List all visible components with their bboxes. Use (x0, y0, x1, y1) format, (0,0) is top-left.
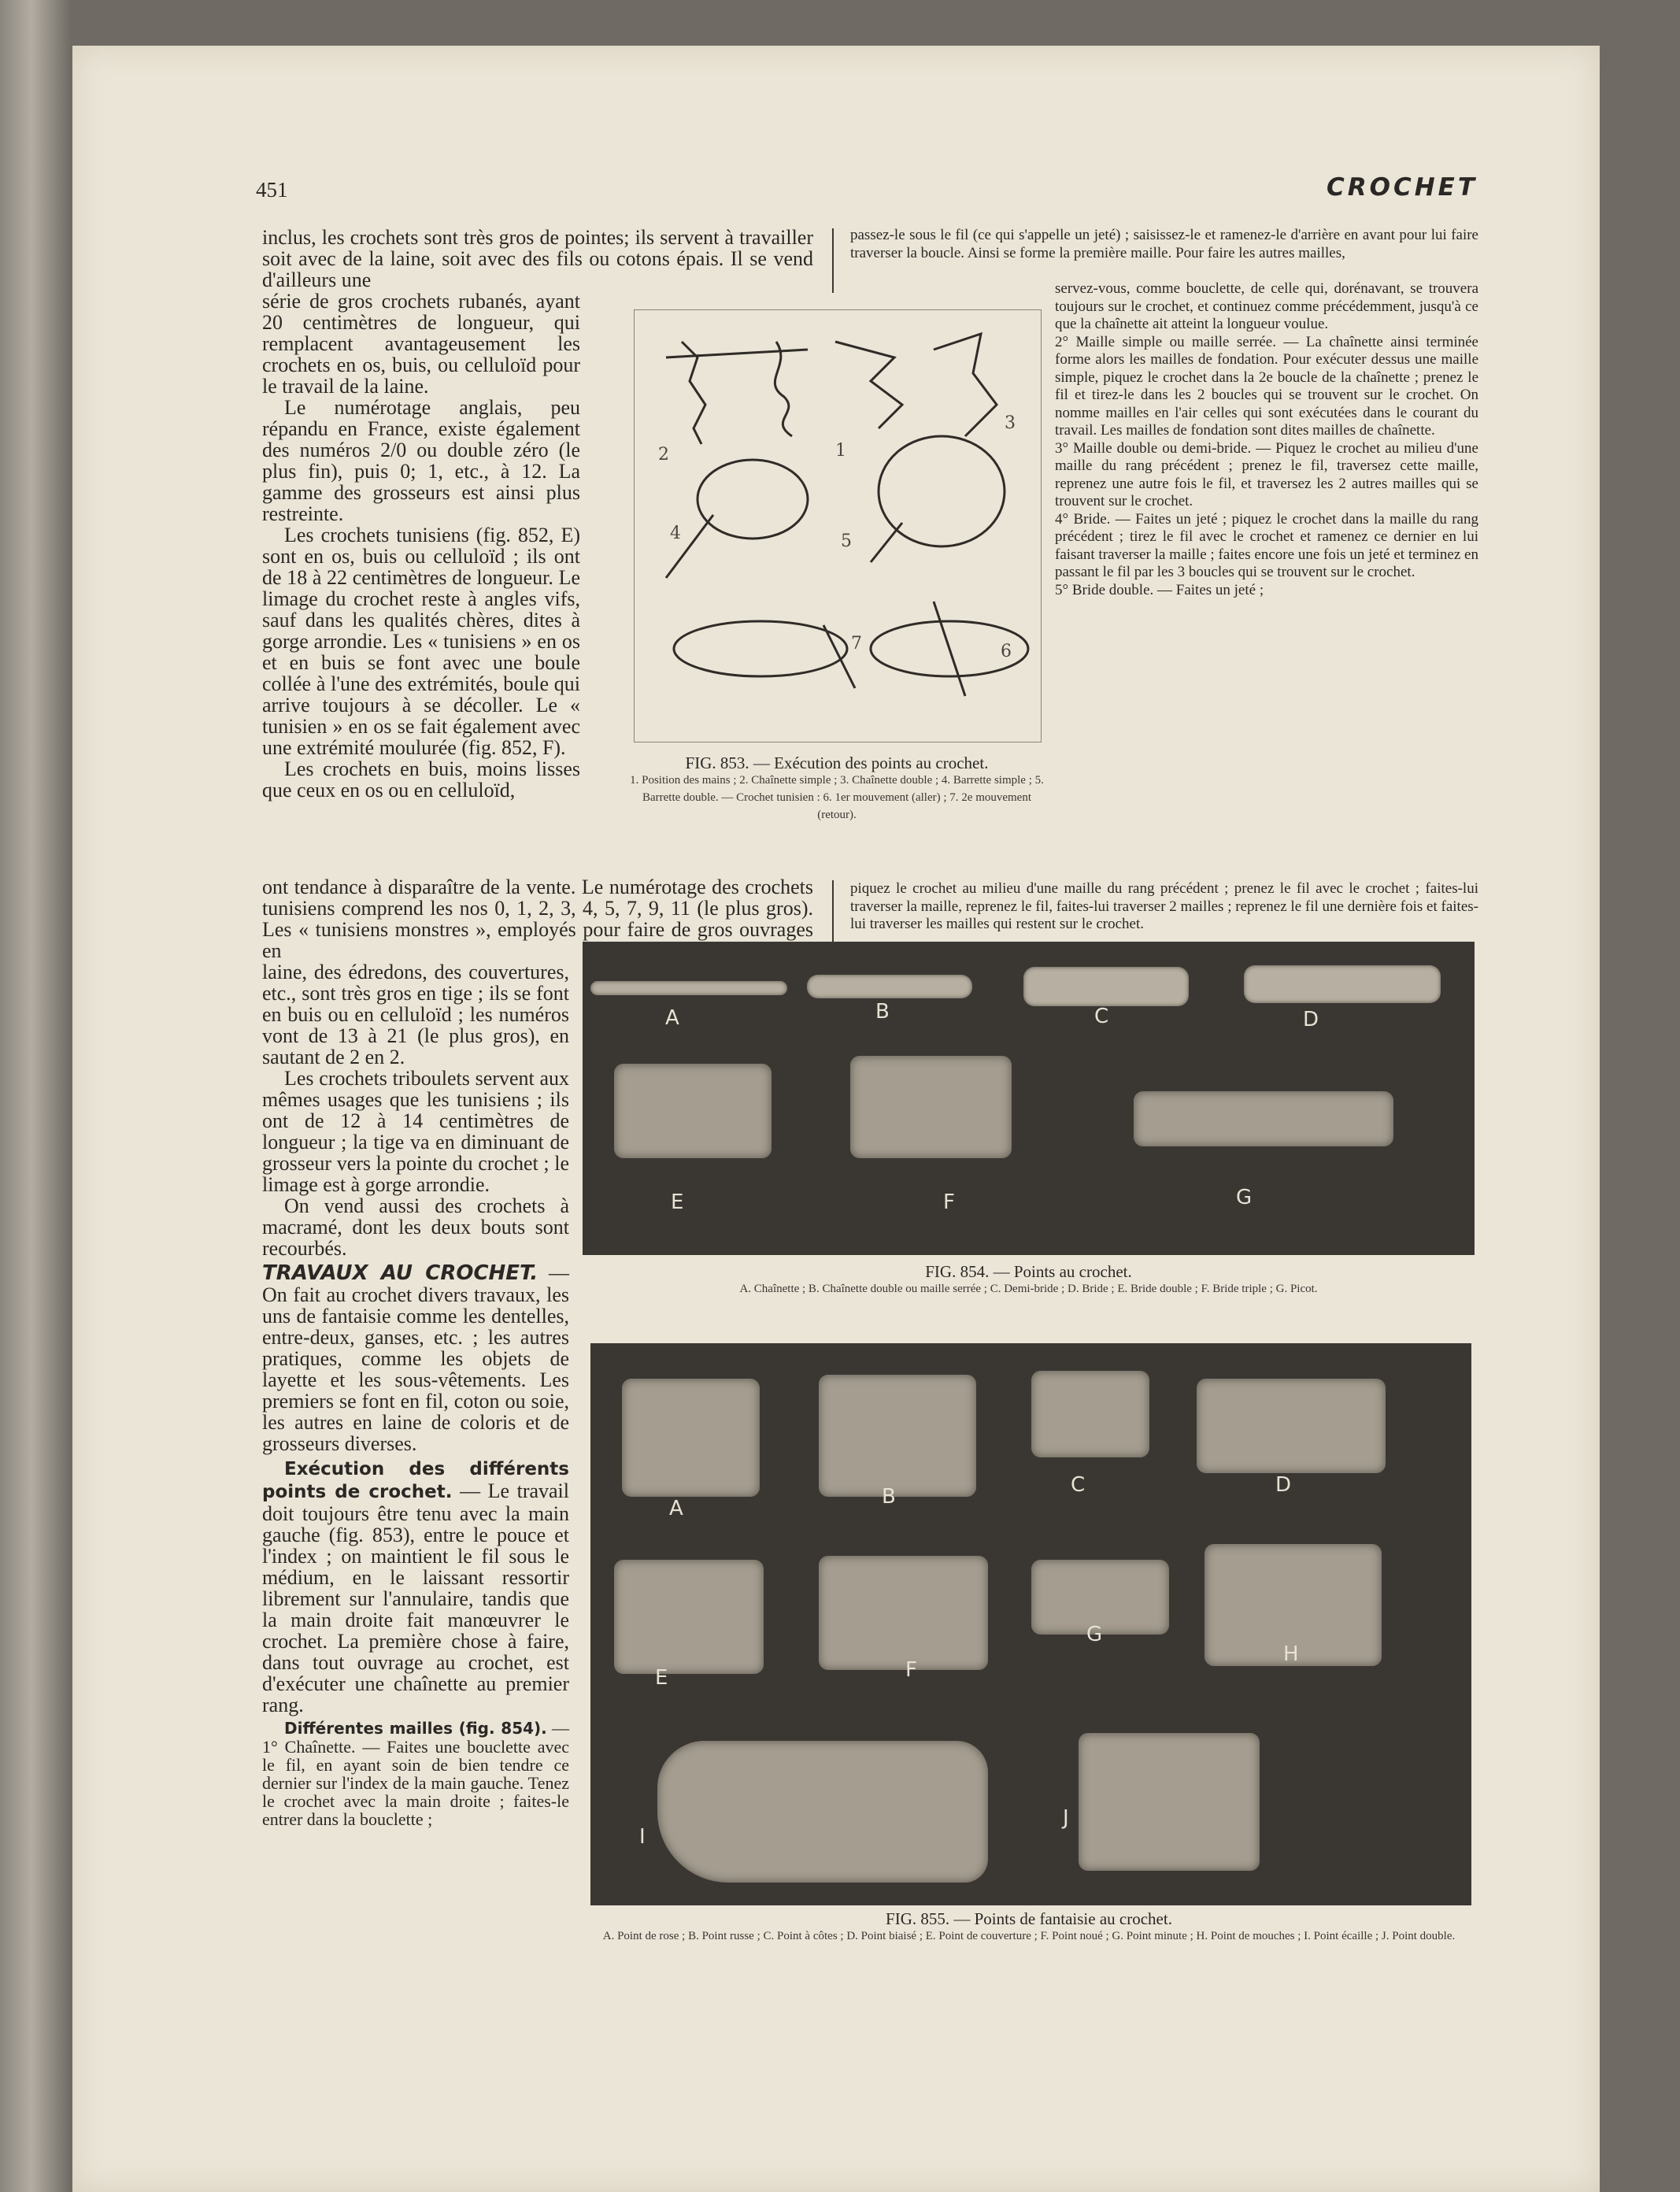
right-column-wide (850, 880, 1478, 934)
section-text: — 1° Chaînette. — Faites une bouclette avec le fil, en ayant soin de bien tendre ce dernier sur l'index de la main gauche. Tenez le crochet avec la main droite ; faites-le entrer dans la bouclette ; (262, 1718, 570, 1829)
fig-number: 1 (835, 441, 846, 461)
book-page (72, 46, 1600, 2192)
stitch-sample (1244, 965, 1441, 1003)
photo-label: H (1283, 1642, 1299, 1666)
stitch-sample (1134, 1091, 1393, 1146)
paragraph: piquez le crochet au milieu d'une maille du rang précédent ; prenez le fil avec le crochet ; faites-lui traverser la maille, reprenez le fil, faites-lui traverser 2 mailles ; reprenez le fil une dernière fois et faites-lui traverser les mailles qui restent sur le crochet. (850, 880, 1478, 932)
photo-label: D (1275, 1473, 1292, 1497)
photo-label: A (665, 1006, 679, 1030)
fig-number: 4 (670, 524, 681, 543)
section-text: — On fait au crochet divers travaux, les uns de fantaisie comme les dentelles, entre-deux, ganses, etc. ; les autres pratiques, comme les objets de layette et les sous-vêtements. Les premiers se font en fil, coton ou soie, les autres en laine de coloris et de grosseurs diverses. (262, 1261, 569, 1455)
figure-855-photo (590, 1343, 1471, 1905)
photo-label: B (875, 1000, 890, 1024)
section-text: — Le travail doit toujours être tenu avec la main gauche (fig. 853), entre le pouce et l'index ; on maintient le fil sous le médium, en le laissant ressortir librement sur l'annulaire, tandis que la main droite fait manœuvrer le crochet. La première chose à faire, dans tout ouvrage au crochet, est d'exécuter une chaînette au premier rang. (262, 1479, 570, 1716)
paragraph: Les crochets en buis, moins lisses que ceux en os ou en celluloïd, (262, 757, 580, 802)
photo-label: E (655, 1666, 668, 1690)
photo-label: A (669, 1497, 683, 1520)
photo-label: C (1094, 1005, 1109, 1028)
figure-855-caption (576, 1910, 1482, 1945)
right-column-top (850, 227, 1478, 262)
stitch-sample (807, 975, 972, 998)
stitch-sample (614, 1064, 772, 1158)
page-number: 451 (256, 178, 288, 202)
left-column-top (262, 227, 813, 291)
figure-854-photo (583, 942, 1475, 1255)
stitch-sample (1031, 1371, 1149, 1457)
stitch-sample (657, 1741, 988, 1883)
fig-number: 6 (1001, 642, 1012, 661)
stitch-sample (1197, 1379, 1386, 1473)
section-heading: TRAVAUX AU CROCHET. (262, 1261, 538, 1285)
photo-label: F (943, 1190, 955, 1214)
section-heading: Exécution des différents points de crochet. (262, 1459, 569, 1502)
paragraph: servez-vous, comme bouclette, de celle qui, dorénavant, se trouvera toujours sur le crochet, et continuez comme précédemment, jusqu'à ce que la chaînette ait atteint la longueur voulue. (1055, 280, 1478, 332)
photo-label: I (639, 1825, 646, 1849)
photo-label: E (671, 1190, 684, 1214)
stitch-sample (1079, 1733, 1260, 1871)
stitch-sample (819, 1375, 976, 1497)
photo-label: J (1063, 1806, 1069, 1830)
section-heading: Différentes mailles (fig. 854). (284, 1719, 547, 1738)
paragraph: série de gros crochets rubanés, ayant 20 centimètres de longueur, qui remplacent avantageusement les crochets en os, buis, ou celluloïd pour le travail de la laine. (262, 290, 580, 398)
paragraph-differentes (262, 1719, 569, 1828)
figure-legend: A. Chaînette ; B. Chaînette double ou maille serrée ; C. Demi-bride ; D. Bride ; E. Bride double ; F. Bride triple ; G. Picot. (739, 1283, 1318, 1295)
figure-legend: A. Point de rose ; B. Point russe ; C. Point à côtes ; D. Point biaisé ; E. Point de couverture ; F. Point noué ; G. Point minute ; H. Point de mouches ; I. Point écaille ; J. Point double. (602, 1930, 1456, 1942)
running-title: CROCHET (1327, 173, 1478, 202)
figure-title: FIG. 854. — Points au crochet. (925, 1262, 1132, 1281)
figure-854-caption (583, 1263, 1475, 1298)
stitch-sample (614, 1560, 764, 1674)
paragraph: 3° Maille double ou demi-bride. — Piquez le crochet au milieu d'une maille du rang précédent ; prenez le fil, traversez cette maille, reprenez une autre fois le fil, et traversez les 2 autres mailles qui se trouvent sur le crochet. (1055, 439, 1478, 509)
paragraph-travaux (262, 1262, 569, 1454)
figure-853-caption (630, 754, 1044, 824)
fig-number: 5 (841, 531, 852, 551)
photo-label: D (1303, 1008, 1319, 1031)
stitch-sample (1023, 967, 1189, 1006)
paragraph-execution (262, 1457, 569, 1716)
paragraph: 5° Bride double. — Faites un jeté ; (1055, 581, 1264, 598)
figure-title: FIG. 853. — Exécution des points au crochet. (685, 754, 989, 772)
paragraph: 4° Bride. — Faites un jeté ; piquez le crochet dans la maille du rang précédent ; tirez le fil avec le crochet et ramenez ce dernier en lui faisant traverser la maille ; faites encore une fois un jeté et terminez en passant le fil par les 3 boucles qui se trouvent sur le crochet. (1055, 510, 1478, 580)
paragraph: ont tendance à disparaître de la vente. Le numérotage des crochets tunisiens comprend les nos 0, 1, 2, 3, 4, 5, 7, 9, 11 (le plus gros). Les « tunisiens monstres », employés pour faire de gros ouvrages en (262, 876, 813, 962)
fig-number: 3 (1005, 413, 1016, 433)
photo-label: G (1086, 1623, 1103, 1646)
stitch-sample (622, 1379, 760, 1497)
paragraph: 2° Maille simple ou maille serrée. — La chaînette ainsi terminée forme alors les mailles de fondation. Pour exécuter dessus une maille simple, piquez le crochet dans la 2e boucle de la chaînette ; prenez le fil et tirez-le dans les 2 boucles qui se trouvent sur le crochet. On nomme mailles en l'air celles qui sont exécutées dans le courant du travail. Les mailles de fondation sont dites mailles de chaînette. (1055, 333, 1478, 439)
photo-label: G (1236, 1186, 1253, 1209)
left-column-narrow (262, 291, 580, 801)
figure-legend: 1. Position des mains ; 2. Chaînette simple ; 3. Chaînette double ; 4. Barrette simple ; 5. Barrette double. — Crochet tunisien : 6. 1er mouvement (aller) ; 7. 2e mouvement (retour). (630, 774, 1044, 821)
right-column-narrow (1055, 280, 1478, 599)
paragraph: Les crochets tunisiens (fig. 852, E) sont en os, buis ou celluloïd ; ils ont de 18 à 22 centimètres de longueur. Le limage du crochet reste à angles vifs, sauf dans les qualités chères, dites à gorge arrondie. Les « tunisiens » en os et en buis se font avec une boule collée à l'une des extrémités, boule qui arrive toujours à se décoller. Le « tunisien » en os se fait également avec une extrémité moulurée (fig. 852, F). (262, 524, 580, 759)
paragraph: inclus, les crochets sont très gros de pointes; ils servent à travailler soit avec de la laine, soit avec des fils ou cotons épais. Il se vend d'ailleurs une (262, 226, 813, 291)
photo-label: B (882, 1485, 896, 1509)
crochet-drawings (635, 310, 1041, 742)
paragraph: laine, des édredons, des couvertures, etc., sont très gros en tige ; ils se font en buis ou en celluloïd ; les numéros vont de 13 à 21 (le plus gros), en sautant de 2 en 2. (262, 961, 569, 1068)
paragraph: Les crochets triboulets servent aux mêmes usages que les tunisiens ; ils ont de 12 à 14 centimètres de longueur ; la tige va en diminuant de grosseur vers la pointe du crochet ; le limage est à gorge arrondie. (262, 1067, 569, 1196)
fig-number: 7 (851, 634, 862, 654)
paragraph: passez-le sous le fil (ce qui s'appelle un jeté) ; saisissez-le et ramenez-le d'arrière en avant pour lui faire traverser la boucle. Ainsi se forme la première maille. Pour faire les autres mailles, (850, 227, 1478, 261)
figure-853 (634, 309, 1042, 742)
left-column-bottom (262, 961, 569, 1828)
figure-title: FIG. 855. — Points de fantaisie au crochet. (886, 1909, 1172, 1928)
paragraph: On vend aussi des crochets à macramé, dont les deux bouts sont recourbés. (262, 1194, 569, 1260)
stitch-sample (819, 1556, 988, 1670)
column-rule (832, 228, 834, 293)
stitch-sample (590, 981, 787, 995)
stitch-sample (850, 1056, 1012, 1158)
photo-label: F (905, 1658, 917, 1682)
photo-label: C (1071, 1473, 1086, 1497)
paragraph: Le numérotage anglais, peu répandu en France, existe également des numéros 2/0 ou double zéro (le plus fin), puis 0; 1, etc., à 12. La gamme des grosseurs est ainsi plus restreinte. (262, 396, 580, 525)
fig-number: 2 (658, 445, 669, 465)
